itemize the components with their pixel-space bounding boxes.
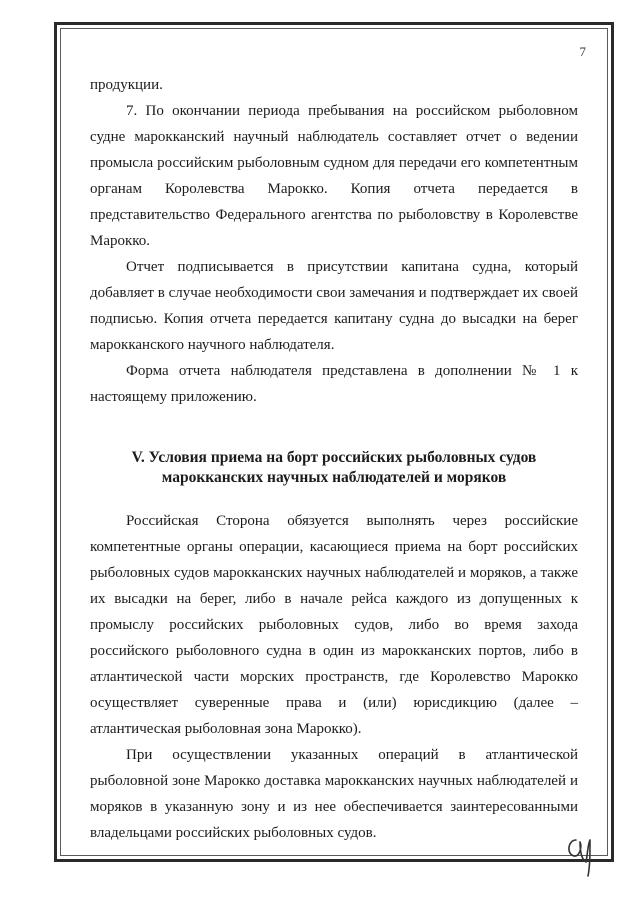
paragraph-report-form: Форма отчета наблюдателя представлена в дополнении № 1 к настоящему приложению.	[90, 363, 578, 405]
page-number: 7	[579, 44, 586, 59]
section-heading	[90, 448, 578, 488]
paragraph-report-signing: Отчет подписывается в присутствии капитана судна, который добавляет в случае необходимости свои замечания и подтверждает их своей подписью. Копия отчета передается капитану судна до высадки на берег марокканского научного наблюдателя.	[90, 259, 578, 353]
document-body	[90, 72, 578, 846]
section-heading-line-1: V. Условия приема на борт российских рыболовных судов	[131, 449, 537, 466]
section-heading-line-2: марокканских научных наблюдателей и моряков	[161, 469, 507, 486]
paragraph-continuation: продукции.	[90, 77, 163, 93]
paragraph-delivery: При осуществлении указанных операций в атлантической рыболовной зоне Марокко доставка марокканских научных наблюдателей и моряков в указанную зону и из нее обеспечивается заинтересованными владельцами российских рыболовных судов.	[90, 747, 578, 841]
paragraph-obligations: Российская Сторона обязуется выполнять через российские компетентные органы операции, касающиеся приема на борт российских рыболовных судов марокканских научных наблюдателей и моряков, а также их высадки на берег, либо в начале рейса каждого из допущенных к промыслу российских рыболовных судов, либо во время захода российского рыболовного судна в один из марокканских портов, либо в атлантической части морских пространств, где Королевство Марокко осуществляет суверенные права и (или) юрисдикцию (далее – атлантическая рыболовная зона Марокко).	[90, 513, 578, 737]
paragraph-7: 7. По окончании периода пребывания на российском рыболовном судне марокканский научный наблюдатель составляет отчет о ведении промысла российским рыболовным судном для передачи его компетентным органам Королевства Марокко. Копия отчета передается в представительство Федерального агентства по рыболовству в Королевстве Марокко.	[90, 103, 578, 249]
handwritten-initials	[560, 830, 600, 878]
